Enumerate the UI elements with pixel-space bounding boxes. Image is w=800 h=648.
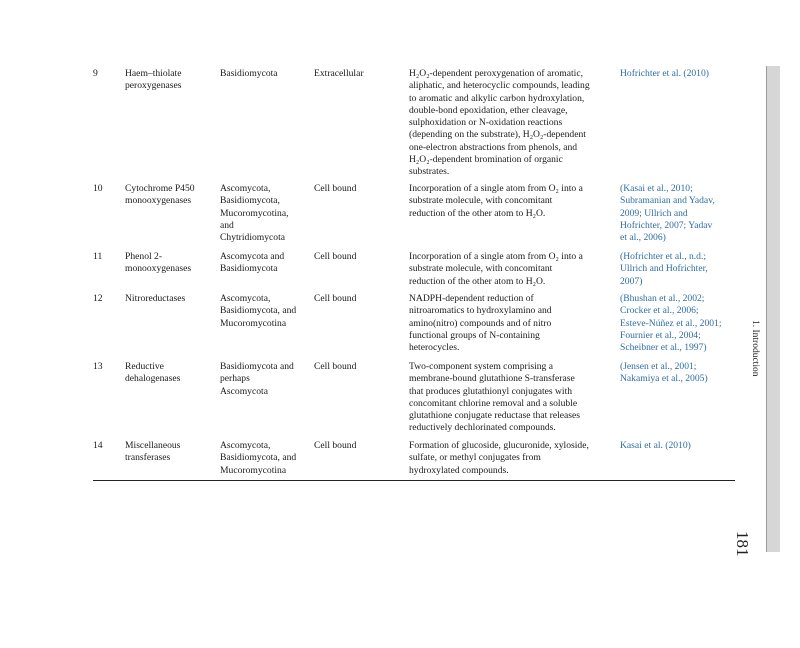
enzyme-name: Cytochrome P450 monooxygenases <box>125 183 195 207</box>
organism-groups: Basidiomycota <box>220 68 278 79</box>
page-edge-line <box>766 66 767 552</box>
enzyme-name: Miscellaneous transferases <box>125 440 181 464</box>
row-number: 14 <box>93 440 103 451</box>
enzyme-name: Reductive dehalogenases <box>125 361 181 385</box>
references-link[interactable]: (Kasai et al., 2010; Subramanian and Yadav, 2009; Ullrich and Hofrichter, 2007; Yadav et al., 2006) <box>620 183 715 244</box>
references-link[interactable]: Kasai et al. (2010) <box>620 440 691 451</box>
references-link[interactable]: (Bhushan et al., 2002; Crocker et al., 2006; Esteve-Núñez et al., 2001; Fournier et al., 2004; Scheibner et al., 1997) <box>620 293 722 354</box>
enzyme-function: Incorporation of a single atom from O₂ into a substrate molecule, with concomitant reduction of the other atom to H₂O. <box>409 183 583 219</box>
enzyme-function: Formation of glucoside, glucuronide, xyloside, sulfate, or methyl conjugates from hydroxylated compounds. <box>409 440 589 476</box>
enzyme-name: Phenol 2- monooxygenases <box>125 251 192 275</box>
enzyme-location: Cell bound <box>314 361 357 372</box>
organism-groups: Ascomycota and Basidiomycota <box>220 251 285 275</box>
page-number-text: 181 <box>733 531 752 557</box>
organism-groups: Ascomycota, Basidiomycota, and Mucoromycotina <box>220 293 297 329</box>
enzyme-location: Cell bound <box>314 183 357 194</box>
organism-groups: Ascomycota, Basidiomycota, and Mucoromycotina <box>220 440 297 476</box>
enzyme-function: Incorporation of a single atom from O₂ into a substrate molecule, with concomitant reduction of the other atom to H₂O. <box>409 251 583 287</box>
row-number: 12 <box>93 293 103 304</box>
running-head-text: 1. Introduction <box>750 320 760 377</box>
row-number: 11 <box>93 251 103 262</box>
organism-groups: Basidiomycota and perhaps Ascomycota <box>220 361 294 397</box>
table-bottom-rule <box>93 480 735 481</box>
organism-groups: Ascomycota, Basidiomycota, Mucoromycotina, and Chytridiomycota <box>220 183 289 244</box>
enzyme-name: Haem–thiolate peroxygenases <box>125 68 182 92</box>
enzyme-location: Cell bound <box>314 293 357 304</box>
enzyme-name: Nitroreductases <box>125 293 186 304</box>
enzyme-location: Cell bound <box>314 440 357 451</box>
enzyme-function: H₂O₂-dependent peroxygenation of aromatic, aliphatic, and heterocyclic compounds, leading to aromatic and alkylic carbon hydroxylation, double-bond epoxidation, ether cleavage, sulphoxidation or N-oxidation reactions (depending on the substrate), H₂O₂-dependent one-electron abstractions from phenols, and H₂O₂-dependent bromination of organic substrates. <box>409 68 590 178</box>
references-link[interactable]: (Jensen et al., 2001; Nakamiya et al., 2005) <box>620 361 708 385</box>
page-edge-bar <box>767 66 780 552</box>
references-link[interactable]: Hofrichter et al. (2010) <box>620 68 709 79</box>
references-link[interactable]: (Hofrichter et al., n.d.; Ullrich and Hofrichter, 2007) <box>620 251 708 287</box>
enzyme-location: Cell bound <box>314 251 357 262</box>
enzyme-function: NADPH-dependent reduction of nitroaromatics to hydroxylamino and amino(nitro) compounds and of nitro functional groups of N-containing heterocycles. <box>409 293 552 354</box>
enzyme-location: Extracellular <box>314 68 364 79</box>
enzyme-function: Two-component system comprising a membrane-bound glutathione S-transferase that produces glutathionyl conjugates with concomitant chlorine removal and a soluble glutathione conjugate reductase that releases reductively dechlorinated compounds. <box>409 361 581 434</box>
row-number: 10 <box>93 183 103 194</box>
row-number: 9 <box>93 68 98 79</box>
row-number: 13 <box>93 361 103 372</box>
